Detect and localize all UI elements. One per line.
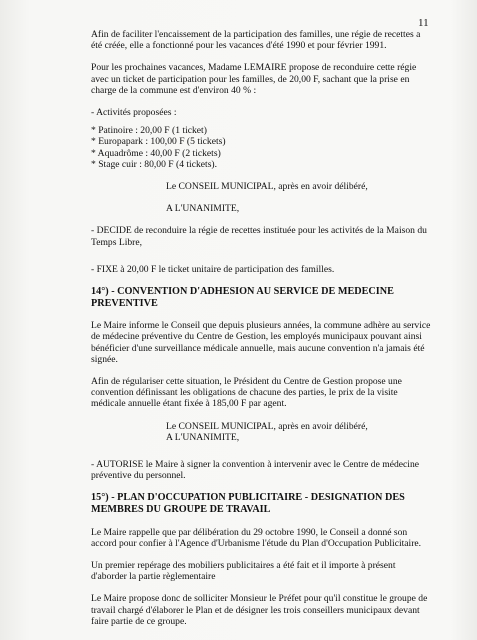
activities-heading: - Activités proposées : [91, 107, 177, 119]
paragraph-regie-intro: Afin de faciliter l'encaissement de la participation des familles, une régie de recettes a été créée, elle a fonctionné pour les vacances d'été 1990 et pour février 1991. [91, 29, 421, 52]
council-deliberation: Le CONSEIL MUNICIPAL, après en avoir délibéré, [166, 181, 368, 193]
section-15-title: 15°) - PLAN D'OCCUPATION PUBLICITAIRE - DESIGNATION DES MEMBRES DU GROUPE DE TRAVAIL [91, 492, 405, 516]
activity-item: * Patinoire : 20,00 F (1 ticket) [91, 125, 207, 137]
decision-autorise: - AUTORISE le Maire à signer la convention à intervenir avec le Centre de médecine préventive du personnel. [91, 459, 420, 482]
section-14-title: 14°) - CONVENTION D'ADHESION AU SERVICE DE MEDECINE PREVENTIVE [91, 286, 394, 309]
paragraph-15-reperage: Un premier repérage des mobiliers publicitaires a été fait et il importe à présent d'aborder la partie règlementaire [91, 560, 396, 583]
council-deliberation: Le CONSEIL MUNICIPAL, après en avoir délibéré, [166, 420, 368, 432]
decision-fixe: - FIXE à 20,00 F le ticket unitaire de participation des familles. [91, 263, 335, 275]
paragraph-14-info: Le Maire informe le Conseil que depuis plusieurs années, la commune adhère au service de médecine préventive du Centre de Gestion, les employés municipaux pouvant ainsi bénéficier d'une surveillance médicale annuelle, mais aucune convention n'a jamais été signée. [91, 320, 431, 365]
paragraph-14-convention: Afin de régulariser cette situation, le Président du Centre de Gestion propose une convention définissant les obligations de chacune des parties, le prix de la visite médicale annuelle étant fixée à 185,00 F par agent. [91, 376, 402, 410]
activity-item: * Europapark : 100,00 F (5 tickets) [91, 136, 226, 148]
activity-item: * Stage cuir : 80,00 F (4 tickets). [91, 158, 218, 170]
decision-decide: - DECIDE de reconduire la régie de recettes instituée pour les activités de la Maison du Temps Libre, [91, 225, 427, 248]
page-number: 11 [418, 17, 429, 29]
document-body [91, 29, 431, 627]
paragraph-15-reminder: Le Maire rappelle que par délibération du 29 octobre 1990, le Conseil a donné son accord pour confier à l'Agence d'Urbanisme l'étude du Plan d'Occupation Publicitaire. [91, 526, 422, 549]
paragraph-regie-proposal: Pour les prochaines vacances, Madame LEMAIRE propose de reconduire cette régie avec un ticket de participation pour les familles, de 20,00 F, sachant que la prise en charge de la commune est d'environ 40 % : [91, 62, 417, 96]
paragraph-15-proposal: Le Maire propose donc de solliciter Monsieur le Préfet pour qu'il constitue le groupe de travail chargé d'élaborer le Plan et de désigner les trois conseillers municipaux devant faire partie de ce groupe. [91, 593, 428, 627]
activity-item: * Aquadrôme : 40,00 F (2 tickets) [91, 147, 221, 159]
unanimity: A L'UNANIMITE, [166, 431, 240, 443]
unanimity: A L'UNANIMITE, [166, 203, 240, 215]
